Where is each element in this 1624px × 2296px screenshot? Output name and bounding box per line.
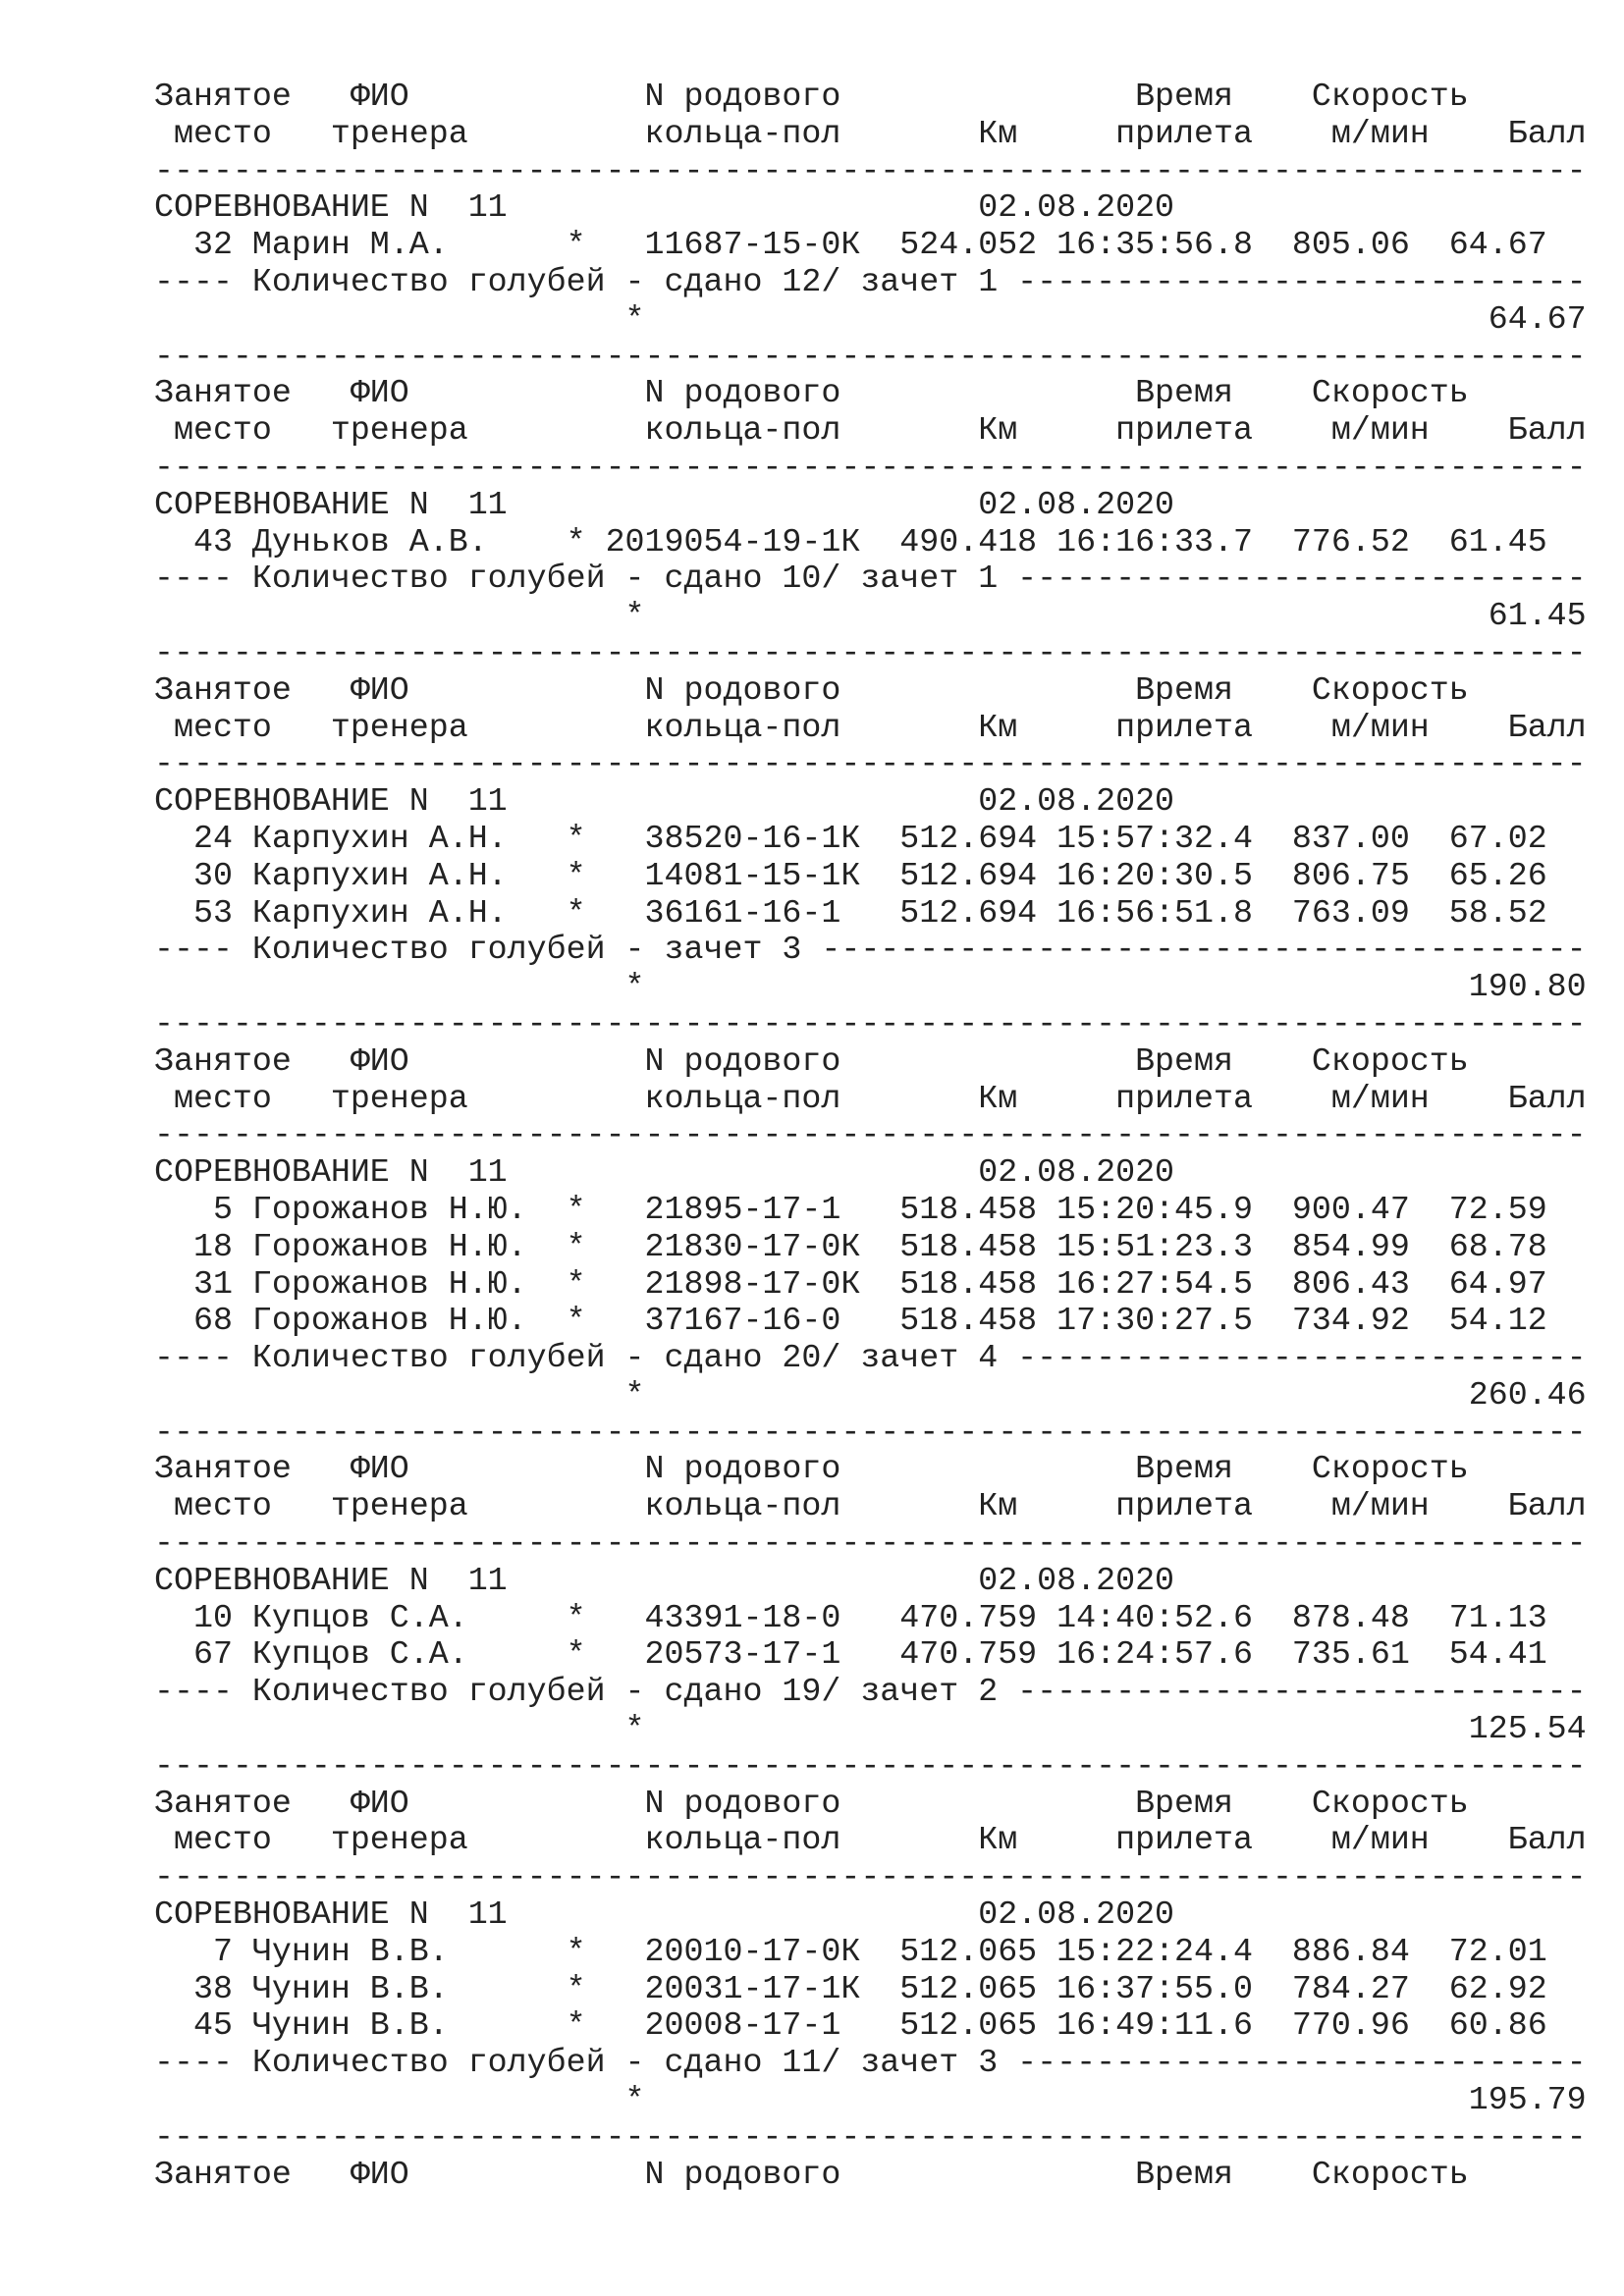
column-header-line-2: место тренера кольца-пол Км прилета м/мин Балл (154, 708, 1587, 746)
column-header-line-1: Занятое ФИО N родового Время Скорость (154, 1041, 1469, 1080)
separator-line: ------------------------------------------------------------------------- (154, 745, 1587, 783)
column-header-line-2: место тренера кольца-пол Км прилета м/мин Балл (154, 1079, 1587, 1117)
result-row: 45 Чунин В.В. * 20008-17-1 512.065 16:49:11.6 770.96 60.86 (154, 2006, 1547, 2045)
competition-title: СОРЕВНОВАНИЕ N 11 02.08.2020 (154, 485, 1175, 523)
column-header-line-2: место тренера кольца-пол Км прилета м/мин Балл (154, 411, 1587, 450)
result-row: 10 Купцов С.А. * 43391-18-0 470.759 14:40:52.6 878.48 71.13 (154, 1598, 1547, 1636)
results-document (154, 78, 1587, 2193)
separator-line: ------------------------------------------------------------------------- (154, 1116, 1587, 1154)
competition-section (154, 670, 1587, 1043)
section-total: * 190.80 (154, 968, 1587, 1006)
pigeon-count-line: ---- Количество голубей - зачет 3 --------------------------------------- (154, 931, 1587, 969)
result-row: 31 Горожанов Н.Ю. * 21898-17-0К 518.458 16:27:54.5 806.43 64.97 (154, 1264, 1547, 1303)
separator-line: ------------------------------------------------------------------------- (154, 633, 1587, 671)
competition-title: СОРЕВНОВАНИЕ N 11 02.08.2020 (154, 1153, 1175, 1192)
pigeon-count-line: ---- Количество голубей - сдано 10/ зачет 1 ----------------------------- (154, 560, 1587, 598)
separator-line: ------------------------------------------------------------------------- (154, 1746, 1587, 1785)
competition-title: СОРЕВНОВАНИЕ N 11 02.08.2020 (154, 1896, 1175, 1934)
competition-title: СОРЕВНОВАНИЕ N 11 02.08.2020 (154, 782, 1175, 821)
separator-line: ------------------------------------------------------------------------- (154, 2117, 1587, 2156)
section-total: * 64.67 (154, 299, 1587, 338)
separator-line: ------------------------------------------------------------------------- (154, 1413, 1587, 1451)
result-row: 68 Горожанов Н.Ю. * 37167-16-0 518.458 17:30:27.5 734.92 54.12 (154, 1302, 1547, 1340)
competition-section (154, 1784, 1587, 2157)
competition-section (154, 374, 1587, 671)
result-row: 30 Карпухин А.Н. * 14081-15-1К 512.694 16:20:30.5 806.75 65.26 (154, 856, 1547, 894)
result-row: 5 Горожанов Н.Ю. * 21895-17-1 518.458 15:20:45.9 900.47 72.59 (154, 1190, 1547, 1228)
column-header-line-1: Занятое ФИО N родового Время Скорость (154, 78, 1469, 115)
column-header-line-2: место тренера кольца-пол Км прилета м/мин Балл (154, 1821, 1587, 1859)
separator-line: ------------------------------------------------------------------------- (154, 1858, 1587, 1896)
result-row: 24 Карпухин А.Н. * 38520-16-1К 512.694 15:57:32.4 837.00 67.02 (154, 819, 1547, 857)
competition-section (154, 1041, 1587, 1452)
section-total: * 61.45 (154, 597, 1587, 635)
column-header-line-1: Занятое ФИО N родового Время Скорость (154, 1784, 1469, 1822)
result-row: 53 Карпухин А.Н. * 36161-16-1 512.694 16:56:51.8 763.09 58.52 (154, 893, 1547, 932)
separator-line: ------------------------------------------------------------------------- (154, 448, 1587, 486)
separator-line: ------------------------------------------------------------------------- (154, 1004, 1587, 1042)
column-header-line-1: Занятое ФИО N родового Время Скорость (154, 2155, 1469, 2193)
section-total: * 260.46 (154, 1375, 1587, 1414)
result-row: 67 Купцов С.А. * 20573-17-1 470.759 16:24:57.6 735.61 54.41 (154, 1635, 1547, 1674)
column-header-line-1: Занятое ФИО N родового Время Скорость (154, 1450, 1469, 1488)
result-row: 32 Марин М.А. * 11687-15-0К 524.052 16:35:56.8 805.06 64.67 (154, 226, 1547, 264)
column-header-line-1: Занятое ФИО N родового Время Скорость (154, 670, 1469, 709)
separator-line: ------------------------------------------------------------------------- (154, 1524, 1587, 1563)
result-row: 38 Чунин В.В. * 20031-17-1К 512.065 16:37:55.0 784.27 62.92 (154, 1969, 1547, 2007)
column-header-line-1: Занятое ФИО N родового Время Скорость (154, 374, 1469, 412)
result-row: 43 Дуньков А.В. * 2019054-19-1К 490.418 16:16:33.7 776.52 61.45 (154, 522, 1547, 561)
separator-line: ------------------------------------------------------------------------- (154, 151, 1587, 189)
pigeon-count-line: ---- Количество голубей - сдано 12/ зачет 1 ----------------------------- (154, 262, 1587, 300)
pigeon-count-line: ---- Количество голубей - сдано 19/ зачет 2 ----------------------------- (154, 1673, 1587, 1711)
result-row: 18 Горожанов Н.Ю. * 21830-17-0К 518.458 15:51:23.3 854.99 68.78 (154, 1227, 1547, 1265)
result-row: 7 Чунин В.В. * 20010-17-0К 512.065 15:22:24.4 886.84 72.01 (154, 1932, 1547, 1970)
column-header-line-2: место тренера кольца-пол Км прилета м/мин Балл (154, 1487, 1587, 1525)
section-total: * 125.54 (154, 1710, 1587, 1748)
pigeon-count-line: ---- Количество голубей - сдано 20/ зачет 4 ----------------------------- (154, 1339, 1587, 1377)
pigeon-count-line: ---- Количество голубей - сдано 11/ зачет 3 ----------------------------- (154, 2044, 1587, 2082)
competition-title: СОРЕВНОВАНИЕ N 11 02.08.2020 (154, 1561, 1175, 1599)
competition-section (154, 78, 1587, 375)
competition-section (154, 1450, 1587, 1785)
competition-title: СОРЕВНОВАНИЕ N 11 02.08.2020 (154, 188, 1175, 227)
section-total: * 195.79 (154, 2081, 1587, 2119)
separator-line: ------------------------------------------------------------------------- (154, 337, 1587, 375)
column-header-line-2: место тренера кольца-пол Км прилета м/мин Балл (154, 114, 1587, 152)
